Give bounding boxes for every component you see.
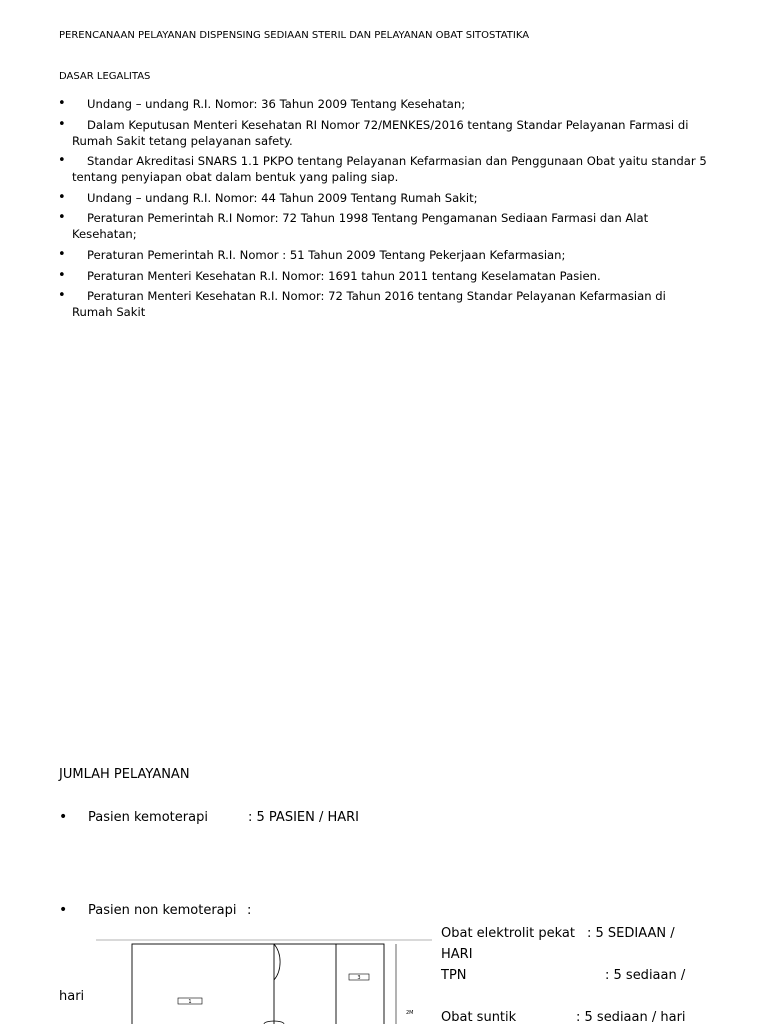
detail-elektrolit-label: Obat elektrolit pekat bbox=[441, 926, 575, 941]
patient-non-kemoterapi-value: : bbox=[247, 903, 252, 918]
bullet-icon: • bbox=[58, 96, 66, 111]
bullet-icon: • bbox=[58, 246, 66, 262]
patient-non-kemoterapi-row bbox=[59, 903, 319, 921]
detail-tpn-value: : 5 sediaan / bbox=[605, 968, 686, 983]
detail-suntik-label: Obat suntik bbox=[441, 1010, 517, 1025]
bullet-icon: • bbox=[58, 210, 66, 226]
section-heading-jumlah: JUMLAH PELAYANAN bbox=[59, 767, 190, 782]
list-item: • Dalam Keputusan Menteri Kesehatan RI Nomor 72/MENKES/2016 tentang Standar Pelayanan Farmasi di Rumah Sakit tetang pelayanan safety. bbox=[58, 116, 689, 148]
patient-non-kemoterapi-label: Pasien non kemoterapi bbox=[88, 903, 237, 918]
list-item: • Standar Akreditasi SNARS 1.1 PKPO tentang Pelayanan Kefarmasian dan Penggunaan Obat yaitu standar 5 tentang penyiapan obat dalam bentuk yang paling siap. bbox=[58, 153, 707, 185]
bullet-icon: • bbox=[58, 189, 66, 205]
floorplan-dimension-label: 2M bbox=[406, 1010, 414, 1016]
list-item: • Peraturan Menteri Kesehatan R.I. Nomor: 72 Tahun 2016 tentang Standar Pelayanan Kefarmasian di Rumah Sakit bbox=[58, 288, 666, 320]
floorplan-room3-label: 3 bbox=[357, 975, 361, 981]
detail-elektrolit-cont: HARI bbox=[441, 947, 473, 962]
detail-elektrolit-value: : 5 SEDIAAN / bbox=[587, 926, 675, 941]
bullet-icon: • bbox=[58, 116, 66, 132]
bullet-icon: • bbox=[59, 809, 68, 825]
detail-suntik-value: : 5 sediaan / hari bbox=[576, 1010, 686, 1025]
floorplan-outer-wall bbox=[132, 944, 384, 1024]
bullet-icon: • bbox=[58, 288, 66, 304]
bullet-icon: • bbox=[58, 267, 66, 283]
bullet-icon: • bbox=[58, 153, 66, 169]
door-swing-icon bbox=[274, 944, 280, 980]
detail-tpn-label: TPN bbox=[441, 968, 467, 983]
legalitas-list bbox=[58, 96, 708, 325]
bullet-icon: • bbox=[59, 902, 68, 918]
list-item: • Undang – undang R.I. Nomor: 36 Tahun 2009 Tentang Kesehatan; bbox=[58, 96, 466, 111]
page-title: PERENCANAAN PELAYANAN DISPENSING SEDIAAN STERIL DAN PELAYANAN OBAT SITOSTATIKA bbox=[59, 30, 530, 41]
patient-kemoterapi-label: Pasien kemoterapi bbox=[88, 810, 208, 825]
list-item: • Peraturan Menteri Kesehatan R.I. Nomor: 1691 tahun 2011 tentang Keselamatan Pasien. bbox=[58, 267, 601, 283]
patient-kemoterapi-row bbox=[59, 810, 399, 828]
list-item: • Undang – undang R.I. Nomor: 44 Tahun 2009 Tentang Rumah Sakit; bbox=[58, 189, 478, 205]
floorplan-drawing bbox=[96, 938, 436, 1024]
patient-kemoterapi-value: : 5 PASIEN / HARI bbox=[248, 810, 360, 825]
section-heading-legalitas: DASAR LEGALITAS bbox=[59, 71, 151, 82]
detail-tpn-cont: hari bbox=[59, 989, 85, 1004]
list-item: • Peraturan Pemerintah R.I. Nomor : 51 Tahun 2009 Tentang Pekerjaan Kefarmasian; bbox=[58, 246, 566, 262]
floorplan-room1-label: 1 bbox=[188, 999, 192, 1005]
list-item: • Peraturan Pemerintah R.I Nomor: 72 Tahun 1998 Tentang Pengamanan Sediaan Farmasi dan Alat Kesehatan; bbox=[58, 210, 649, 242]
